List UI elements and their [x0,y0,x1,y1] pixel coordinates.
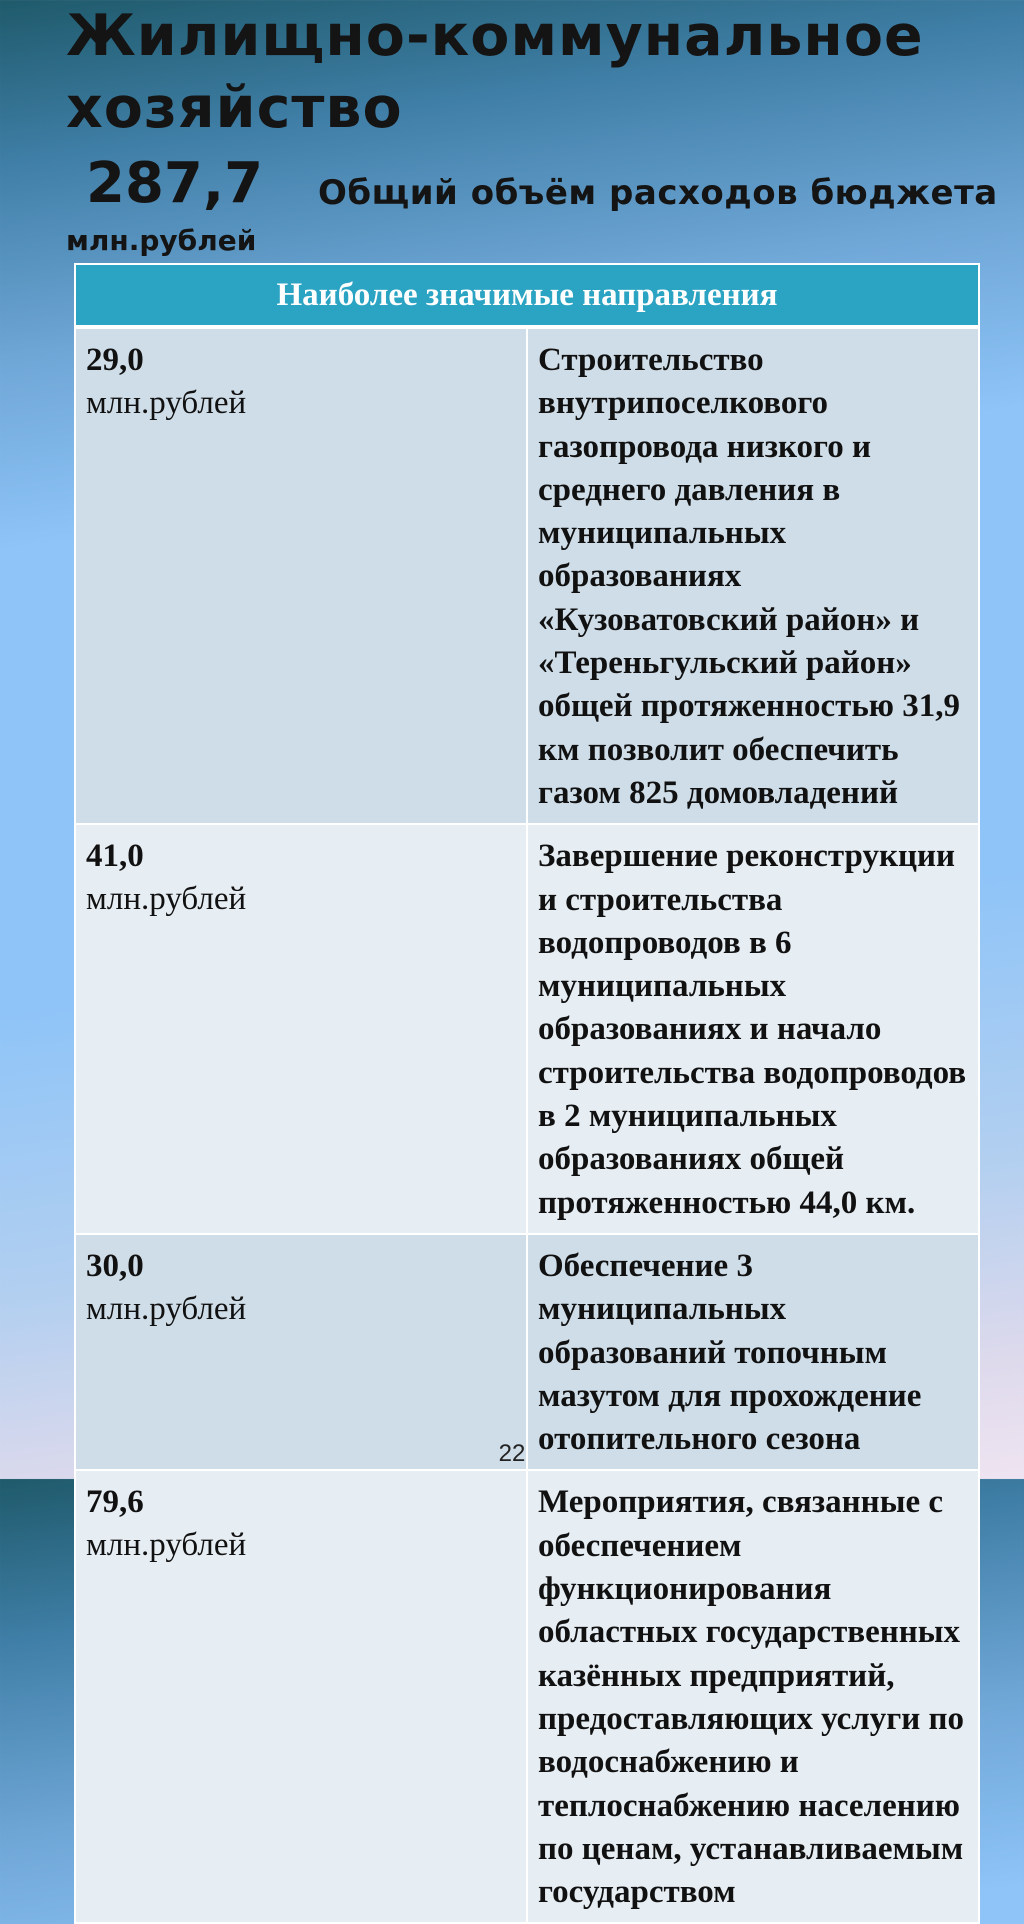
directions-table [74,263,980,1924]
amount-value: 29,0 [86,342,144,378]
table-header-row [75,264,979,327]
amount-value: 79,6 [86,1484,144,1521]
amount-cell [75,1234,527,1470]
amount-unit: млн.рублей [86,385,247,421]
amount-cell [75,327,527,824]
amount-cell [75,824,527,1234]
total-budget-unit: млн.рублей [66,224,257,257]
table-row [75,1470,979,1923]
amount-cell [75,1470,527,1923]
description-cell: Обеспечение 3 муниципальных образований топочным мазутом для прохождение отопительного сезона [527,1234,979,1470]
total-budget-label: Общий объём расходов бюджета [318,173,998,213]
description-cell: Завершение реконструкции и строительства водопроводов в 6 муниципальных образованиях и начало строительства водопроводов в 2 муниципальных образованиях общей протяженностью 44,0 км. [527,824,979,1234]
table-row [75,824,979,1234]
table-header: Наиболее значимые направления [75,264,979,327]
amount-value: 30,0 [86,1247,144,1284]
page-title: Жилищно-коммунальное хозяйство [66,3,924,141]
description-cell: Строительство внутрипоселкового газопровода низкого и среднего давления в муниципальных образованиях «Кузоватовский район» и «Тереньгульский район» общей протяженностью 31,9 км позволит обеспечить газом 825 домовладений [527,327,979,824]
amount-value: 41,0 [86,838,144,875]
page-number: 22 [498,1440,526,1467]
total-budget-value: 287,7 [86,151,264,216]
description-cell: Мероприятия, связанные с обеспечением функционирования областных государственных казённых предприятий, предоставляющих услуги по водоснабжению и теплоснабжению населению по ценам, устанавливаемым государством [527,1470,979,1923]
amount-unit: млн.рублей [86,1527,247,1564]
amount-unit: млн.рублей [86,881,247,918]
table-row [75,1234,979,1470]
table-row [75,327,979,824]
amount-unit: млн.рублей [86,1290,247,1327]
